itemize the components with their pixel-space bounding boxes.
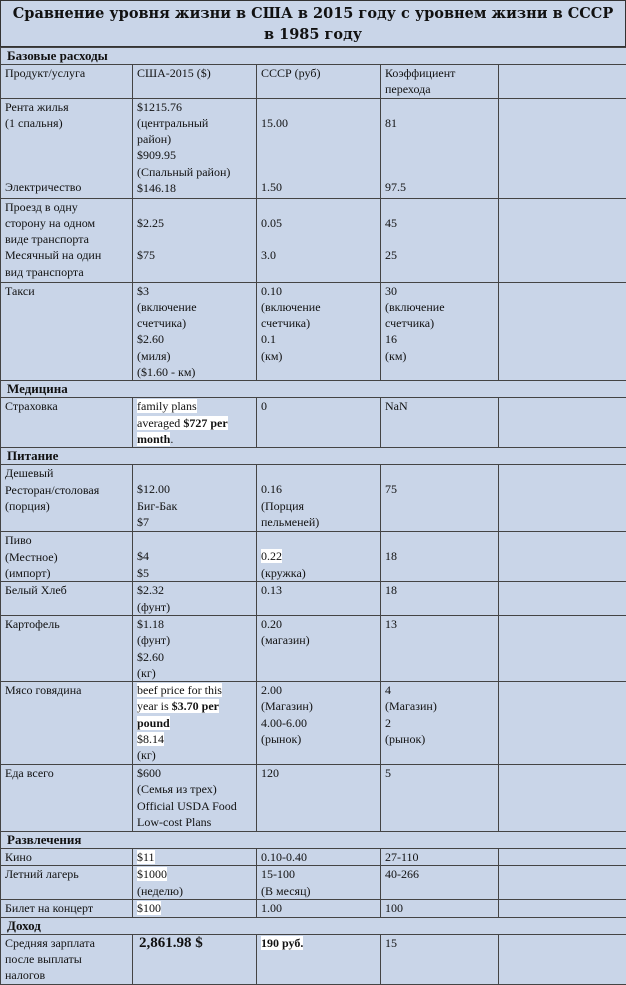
empty-cell: [499, 465, 626, 532]
table-row: [1, 682, 626, 765]
empty-cell: [499, 532, 626, 582]
table-row: [1, 98, 626, 198]
empty-cell: [499, 900, 626, 917]
usa-value: $11: [133, 849, 257, 866]
empty-cell: [499, 765, 626, 832]
ussr-value: 0.22 (кружка): [257, 532, 381, 582]
row-label: Мясо говядина: [1, 682, 133, 765]
table-row: [1, 465, 626, 532]
usa-value: $100: [133, 900, 257, 917]
table-row: [1, 900, 626, 917]
coefficient-value: 27-110: [381, 849, 499, 866]
ussr-value: 190 руб.: [257, 934, 381, 984]
usa-value: beef price for this year is $3.70 per pound $8.14 (кг): [133, 682, 257, 765]
empty-cell: [499, 65, 626, 99]
table-row: [1, 282, 626, 381]
usa-value: $2.32 (фунт): [133, 582, 257, 616]
table-row: [1, 398, 626, 448]
title-line-2: в 1985 году: [1, 24, 625, 45]
section-row: [1, 832, 626, 849]
header-ussr: СССР (руб): [257, 65, 381, 99]
coefficient-value: 45 25: [381, 198, 499, 282]
usa-value: $1215.76 (центральный район) $909.95 (Спальный район) $146.18: [133, 98, 257, 198]
section-basic: Базовые расходы: [1, 48, 626, 65]
row-label: Пиво (Местное) (импорт): [1, 532, 133, 582]
section-row: [1, 48, 626, 65]
empty-cell: [499, 198, 626, 282]
empty-cell: [499, 582, 626, 616]
row-label: Кино: [1, 849, 133, 866]
row-label: Белый Хлеб: [1, 582, 133, 616]
ussr-value: 15.00 1.50: [257, 98, 381, 198]
ussr-value: 0.20 (магазин): [257, 615, 381, 681]
coefficient-value: 75: [381, 465, 499, 532]
section-medicine: Медицина: [1, 381, 626, 398]
row-label: Летний лагерь: [1, 866, 133, 900]
title-line-1: Сравнение уровня жизни в США в 2015 году с уровнем жизни в СССР: [1, 3, 625, 24]
table-row: [1, 934, 626, 984]
ussr-value: 1.00: [257, 900, 381, 917]
usa-value: $1.18 (фунт) $2.60 (кг): [133, 615, 257, 681]
coefficient-value: 5: [381, 765, 499, 832]
coefficient-value: 40-266: [381, 866, 499, 900]
ussr-value: 0.10 (включение счетчика) 0.1 (км): [257, 282, 381, 381]
page-title: [0, 0, 626, 47]
coefficient-value: 13: [381, 615, 499, 681]
empty-cell: [499, 282, 626, 381]
usa-value: $12.00 Биг-Бак $7: [133, 465, 257, 532]
empty-cell: [499, 398, 626, 448]
coefficient-value: 100: [381, 900, 499, 917]
comparison-table: [0, 47, 626, 985]
empty-cell: [499, 849, 626, 866]
ussr-value: 2.00 (Магазин) 4.00-6.00 (рынок): [257, 682, 381, 765]
usa-value: $2.25 $75: [133, 198, 257, 282]
coefficient-value: 18: [381, 582, 499, 616]
header-row: [1, 65, 626, 99]
table-row: [1, 765, 626, 832]
usa-value: $3 (включение счетчика) $2.60 (миля) ($1.60 - км): [133, 282, 257, 381]
ussr-value: 15-100 (В месяц): [257, 866, 381, 900]
ussr-value: 0.16 (Порция пельменей): [257, 465, 381, 532]
row-label: Билет на концерт: [1, 900, 133, 917]
ussr-value: 0.05 3.0: [257, 198, 381, 282]
empty-cell: [499, 934, 626, 984]
row-label: Страховка: [1, 398, 133, 448]
empty-cell: [499, 615, 626, 681]
table-row: [1, 532, 626, 582]
section-row: [1, 448, 626, 465]
row-label: Такси: [1, 282, 133, 381]
usa-value: $4 $5: [133, 532, 257, 582]
coefficient-value: 18: [381, 532, 499, 582]
section-income: Доход: [1, 917, 626, 934]
ussr-value: 0.10-0.40: [257, 849, 381, 866]
ussr-value: 0: [257, 398, 381, 448]
coefficient-value: 81 97.5: [381, 98, 499, 198]
empty-cell: [499, 866, 626, 900]
coefficient-value: 4 (Магазин) 2 (рынок): [381, 682, 499, 765]
coefficient-value: 30 (включение счетчика) 16 (км): [381, 282, 499, 381]
header-coefficient: Коэффициент перехода: [381, 65, 499, 99]
table-row: [1, 582, 626, 616]
section-row: [1, 917, 626, 934]
section-entertainment: Развлечения: [1, 832, 626, 849]
table-row: [1, 866, 626, 900]
empty-cell: [499, 98, 626, 198]
header-usa: США-2015 ($): [133, 65, 257, 99]
usa-value: family plans averaged $727 per month.: [133, 398, 257, 448]
row-label: Рента жилья (1 спальня) Электричество: [1, 98, 133, 198]
empty-cell: [499, 682, 626, 765]
usa-value: $600 (Семья из трех) Official USDA Food Low-cost Plans: [133, 765, 257, 832]
coefficient-value: 15: [381, 934, 499, 984]
row-label: Проезд в одну сторону на одном виде транспорта Месячный на один вид транспорта: [1, 198, 133, 282]
usa-value: $1000 (неделю): [133, 866, 257, 900]
header-product: Продукт/услуга: [1, 65, 133, 99]
ussr-value: 0.13: [257, 582, 381, 616]
section-food: Питание: [1, 448, 626, 465]
usa-value: 2,861.98 $: [133, 934, 257, 984]
row-label: Дешевый Ресторан/столовая (порция): [1, 465, 133, 532]
coefficient-value: NaN: [381, 398, 499, 448]
table-row: [1, 615, 626, 681]
row-label: Еда всего: [1, 765, 133, 832]
table-row: [1, 198, 626, 282]
row-label: Картофель: [1, 615, 133, 681]
ussr-value: 120: [257, 765, 381, 832]
section-row: [1, 381, 626, 398]
table-row: [1, 849, 626, 866]
row-label: Средняя зарплата после выплаты налогов: [1, 934, 133, 984]
